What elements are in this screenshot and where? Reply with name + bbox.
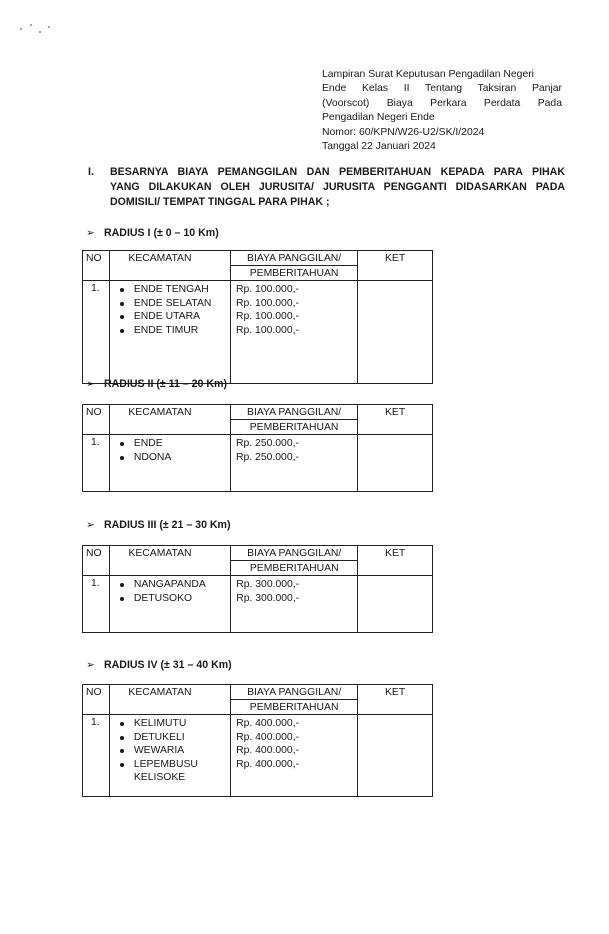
arrow-bullet-icon: ➢ [86, 659, 95, 671]
biaya-amount: Rp. 300.000,- [236, 592, 300, 604]
biaya-cell [231, 281, 358, 384]
row-number: 1. [91, 578, 100, 589]
header-biaya-label: PEMBERITAHUAN [231, 419, 357, 434]
header-kecamatan [109, 546, 230, 576]
table-row [83, 576, 433, 633]
header-ket [358, 251, 433, 281]
header-biaya-label: BIAYA PANGGILAN/ [247, 253, 342, 264]
section-heading [90, 165, 565, 210]
header-biaya [231, 405, 358, 435]
kecamatan-item [120, 717, 230, 731]
header-no-label: NO [86, 407, 102, 418]
kecamatan-name: ENDE [133, 438, 163, 449]
kecamatan-list [110, 715, 230, 785]
kecamatan-item [120, 310, 230, 324]
kecamatan-name: ENDE SELATAN [133, 297, 212, 309]
kecamatan-item [120, 731, 230, 745]
kecamatan-name: KELISOKE [133, 772, 186, 784]
header-ket [358, 405, 433, 435]
kecamatan-name: KELIMUTU [133, 718, 187, 729]
kecamatan-name: NDONA [133, 451, 172, 463]
biaya-amount: Rp. 400.000,- [236, 731, 300, 743]
header-ket-label: KET [384, 407, 406, 418]
radius-title-text: RADIUS III (± 21 – 30 Km) [104, 519, 231, 531]
biaya-list [231, 576, 357, 605]
biaya-cell [231, 576, 358, 633]
row-number-cell [83, 576, 110, 633]
header-line: Pengadilan Negeri Ende [322, 112, 435, 124]
table-row [83, 435, 433, 492]
ket-cell [358, 715, 433, 797]
section-heading-line: DOMISILI/ TEMPAT TINGGAL PARA PIHAK ; [110, 196, 330, 208]
kecamatan-name: WEWARIA [133, 745, 185, 757]
kecamatan-item [120, 451, 230, 465]
fee-table [82, 684, 433, 797]
biaya-amount: Rp. 400.000,- [236, 758, 300, 770]
header-biaya-label: BIAYA PANGGILAN/ [247, 407, 342, 418]
header-no [83, 546, 110, 576]
kecamatan-name: NANGAPANDA [133, 579, 206, 590]
header-kecamatan [109, 405, 230, 435]
kecamatan-item [120, 758, 230, 785]
decree-date: Tanggal 22 Januari 2024 [322, 141, 436, 153]
decree-reference-block [322, 68, 562, 154]
radius-title [86, 519, 231, 531]
biaya-cell [231, 435, 358, 492]
biaya-amount: Rp. 100.000,- [236, 311, 299, 323]
biaya-amount: Rp. 100.000,- [236, 297, 299, 309]
header-kecamatan [109, 685, 230, 715]
section-number: I. [88, 166, 94, 178]
biaya-list [231, 715, 357, 771]
biaya-amount: Rp. 100.000,- [236, 284, 299, 295]
biaya-amount: Rp. 100.000,- [236, 324, 299, 336]
row-number: 1. [91, 717, 100, 728]
header-no [83, 405, 110, 435]
table-header-row [83, 685, 433, 715]
header-biaya-label: BIAYA PANGGILAN/ [247, 687, 342, 698]
header-ket [358, 685, 433, 715]
row-number-cell [83, 435, 110, 492]
header-biaya [231, 251, 358, 281]
kecamatan-item [120, 324, 230, 338]
ket-cell [358, 435, 433, 492]
header-ket-label: KET [385, 548, 406, 559]
header-biaya-label: PEMBERITAHUAN [231, 560, 357, 575]
kecamatan-item [120, 578, 230, 592]
header-line: Lampiran Surat Keputusan Pengadilan Negeri [322, 69, 534, 80]
kecamatan-list [110, 576, 230, 605]
kecamatan-name: ENDE TIMUR [133, 324, 199, 336]
kecamatan-cell [109, 715, 230, 797]
header-ket-label: KET [384, 253, 406, 264]
header-no-label: NO [86, 253, 102, 264]
header-no [83, 685, 110, 715]
biaya-cell [231, 715, 358, 797]
table-header-row [83, 405, 433, 435]
header-ket-label: KET [384, 687, 406, 698]
header-biaya-label: BIAYA PANGGILAN/ [247, 548, 342, 559]
kecamatan-item [120, 297, 230, 311]
radius-title [86, 227, 219, 239]
kecamatan-cell [109, 435, 230, 492]
biaya-amount: Rp. 400.000,- [236, 718, 300, 729]
arrow-bullet-icon: ➢ [86, 227, 95, 239]
header-biaya [231, 685, 358, 715]
header-biaya-label: PEMBERITAHUAN [231, 265, 357, 280]
fee-table [82, 404, 433, 492]
biaya-list [231, 435, 357, 464]
kecamatan-item [120, 437, 230, 451]
fee-table [82, 250, 433, 384]
kecamatan-name: LEPEMBUSU [133, 758, 198, 770]
header-kecamatan-label: KECAMATAN [128, 253, 192, 264]
radius-title [86, 378, 227, 390]
kecamatan-cell [109, 576, 230, 633]
table-row [83, 715, 433, 797]
header-biaya [231, 546, 358, 576]
kecamatan-name: ENDE TENGAH [133, 284, 209, 295]
kecamatan-cell [109, 281, 230, 384]
scan-specks [20, 22, 60, 36]
kecamatan-name: ENDE UTARA [133, 311, 201, 323]
table-header-row [83, 251, 433, 281]
table-header-row [83, 546, 433, 576]
kecamatan-item [120, 283, 230, 297]
biaya-amount: Rp. 250.000,- [236, 451, 299, 463]
ket-cell [358, 281, 433, 384]
header-line: (Voorscot) Biaya Perkara Perdata Pada [322, 97, 562, 109]
table-row [83, 281, 433, 384]
radius-title-text: RADIUS I (± 0 – 10 Km) [104, 227, 219, 239]
decree-number: Nomor: 60/KPN/W26-U2/SK/I/2024 [322, 126, 485, 138]
biaya-amount: Rp. 400.000,- [236, 745, 300, 757]
radius-title [86, 659, 232, 671]
radius-title-text: RADIUS IV (± 31 – 40 Km) [104, 659, 232, 671]
row-number-cell [83, 715, 110, 797]
radius-title-text: RADIUS II (± 11 – 20 Km) [104, 378, 227, 390]
fee-table [82, 545, 433, 633]
row-number: 1. [91, 283, 100, 294]
header-kecamatan [109, 251, 230, 281]
biaya-amount: Rp. 300.000,- [236, 579, 300, 590]
kecamatan-list [110, 435, 230, 464]
header-kecamatan-label: KECAMATAN [128, 407, 192, 418]
kecamatan-name: DETUSOKO [133, 592, 193, 604]
arrow-bullet-icon: ➢ [86, 378, 95, 390]
kecamatan-item [120, 592, 230, 606]
header-no-label: NO [86, 687, 102, 698]
ket-cell [358, 576, 433, 633]
section-heading-line: YANG DILAKUKAN OLEH JURUSITA/ JURUSITA PENGGANTI DIDASARKAN PADA [110, 181, 565, 193]
header-no [83, 251, 110, 281]
arrow-bullet-icon: ➢ [86, 519, 95, 531]
biaya-amount: Rp. 250.000,- [236, 438, 299, 449]
header-ket [358, 546, 433, 576]
header-no-label: NO [86, 548, 102, 559]
kecamatan-name: DETUKELI [133, 731, 185, 743]
kecamatan-list [110, 281, 230, 337]
header-kecamatan-label: KECAMATAN [128, 687, 192, 698]
header-kecamatan-label: KECAMATAN [128, 548, 192, 559]
row-number-cell [83, 281, 110, 384]
section-heading-line: BESARNYA BIAYA PEMANGGILAN DAN PEMBERITAHUAN KEPADA PARA PIHAK [110, 166, 565, 178]
row-number: 1. [91, 437, 100, 448]
kecamatan-item [120, 744, 230, 758]
biaya-list [231, 281, 357, 337]
header-biaya-label: PEMBERITAHUAN [231, 699, 357, 714]
header-line: Ende Kelas II Tentang Taksiran Panjar [322, 83, 562, 95]
